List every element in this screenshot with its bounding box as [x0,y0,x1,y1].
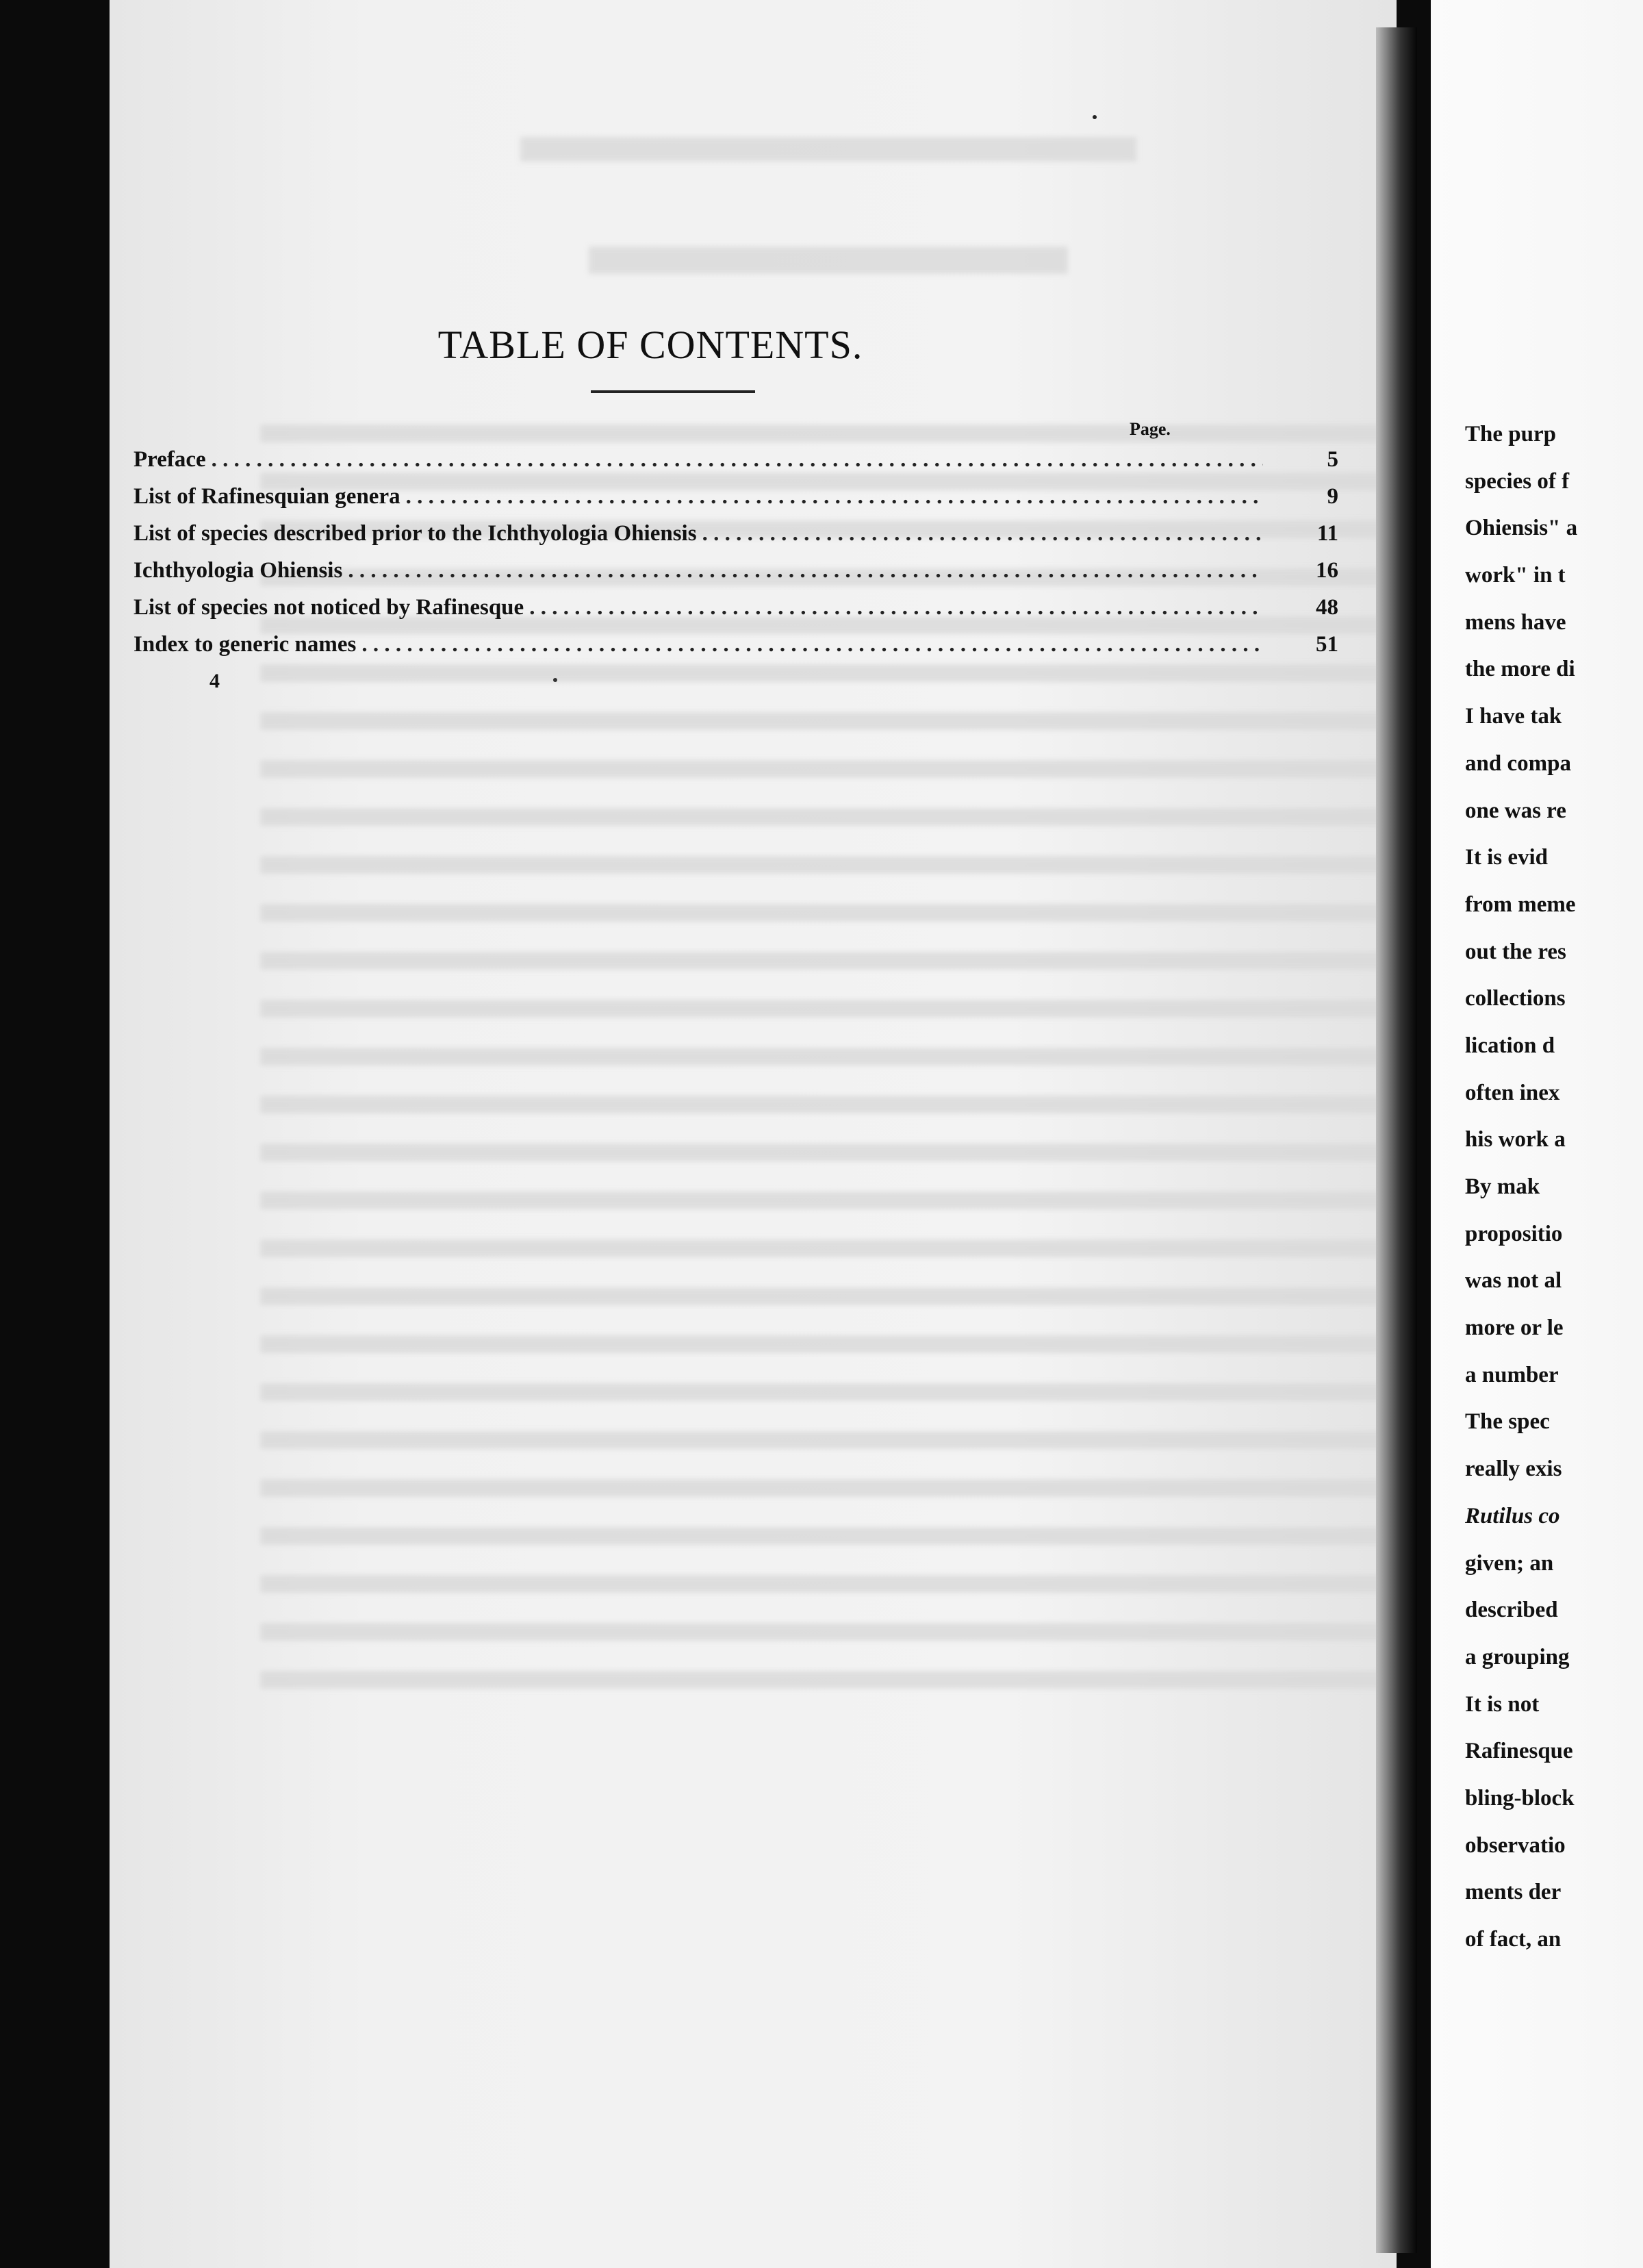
text-line: often inex [1465,1080,1560,1105]
text-line: The spec [1465,1409,1550,1435]
toc-list [133,447,1338,669]
toc-title: TABLE OF CONTENTS. [437,323,863,367]
text-line: lication d [1465,1033,1555,1058]
toc-entry-label: List of species not noticed by Rafinesque [133,595,524,620]
text-line: It is evid [1465,845,1549,870]
text-line: Rafinesque [1465,1739,1573,1764]
text-line: bling-block [1465,1785,1575,1811]
toc-entry [133,595,1338,632]
toc-entry-page: 5 [1327,447,1338,472]
toc-entry [133,521,1338,558]
text-line: collections [1465,986,1566,1011]
text-line: a number [1465,1362,1559,1387]
text-line: given; an [1465,1550,1554,1576]
text-line: ments der [1465,1880,1562,1905]
leader-dots [702,521,1263,546]
text-line: one was re [1465,798,1566,823]
text-line: The purp [1465,422,1556,446]
toc-entry-page: 9 [1327,484,1338,509]
text-line: from meme [1465,892,1576,917]
text-line: work" in t [1465,563,1566,588]
toc-entry-label: Index to generic names [133,632,357,657]
leader-dots [529,595,1263,620]
text-line: Rutilus co [1465,1503,1560,1528]
toc-entry-page: 16 [1316,558,1338,583]
text-line: really exis [1465,1457,1562,1482]
text-line: Ohiensis" a [1465,516,1578,541]
title-rule [591,390,755,393]
toc-entry-label: List of Rafinesquian genera [133,484,400,509]
text-line: more or le [1465,1315,1564,1341]
text-line: It is not [1465,1691,1540,1717]
toc-entry [133,558,1338,595]
text-line: and compa [1465,751,1571,776]
text-line: By mak [1465,1174,1540,1199]
page-column-label: Page. [1130,419,1171,439]
text-line: was not al [1465,1268,1562,1294]
book-gutter [1376,27,1417,2253]
toc-entry [133,484,1338,521]
text-line: the more di [1465,657,1575,682]
leader-dots [361,632,1263,657]
text-line: observatio [1465,1832,1566,1858]
text-line: a grouping [1465,1644,1570,1670]
page-number: 4 [209,670,220,692]
text-line: I have tak [1465,704,1562,729]
text-line: of fact, an [1465,1927,1562,1952]
toc-entry-page: 51 [1316,632,1338,657]
leader-dots [348,558,1263,583]
toc-entry-label: List of species described prior to the Ichthyologia Ohiensis [133,521,697,546]
toc-entry-page: 48 [1316,595,1338,620]
text-line: described [1465,1598,1558,1623]
toc-entry [133,447,1338,484]
text-line: species of f [1465,468,1570,494]
leader-dots [212,447,1263,473]
toc-entry-page: 11 [1316,521,1338,546]
right-page-text [1465,411,1643,1963]
text-line: propositio [1465,1221,1563,1246]
text-line: out the res [1465,939,1566,964]
leader-dots [406,484,1263,509]
text-line: his work a [1465,1127,1566,1152]
text-line: mens have [1465,609,1566,635]
toc-entry [133,632,1338,669]
toc-entry-label: Preface [133,447,206,472]
toc-entry-label: Ichthyologia Ohiensis [133,558,343,583]
